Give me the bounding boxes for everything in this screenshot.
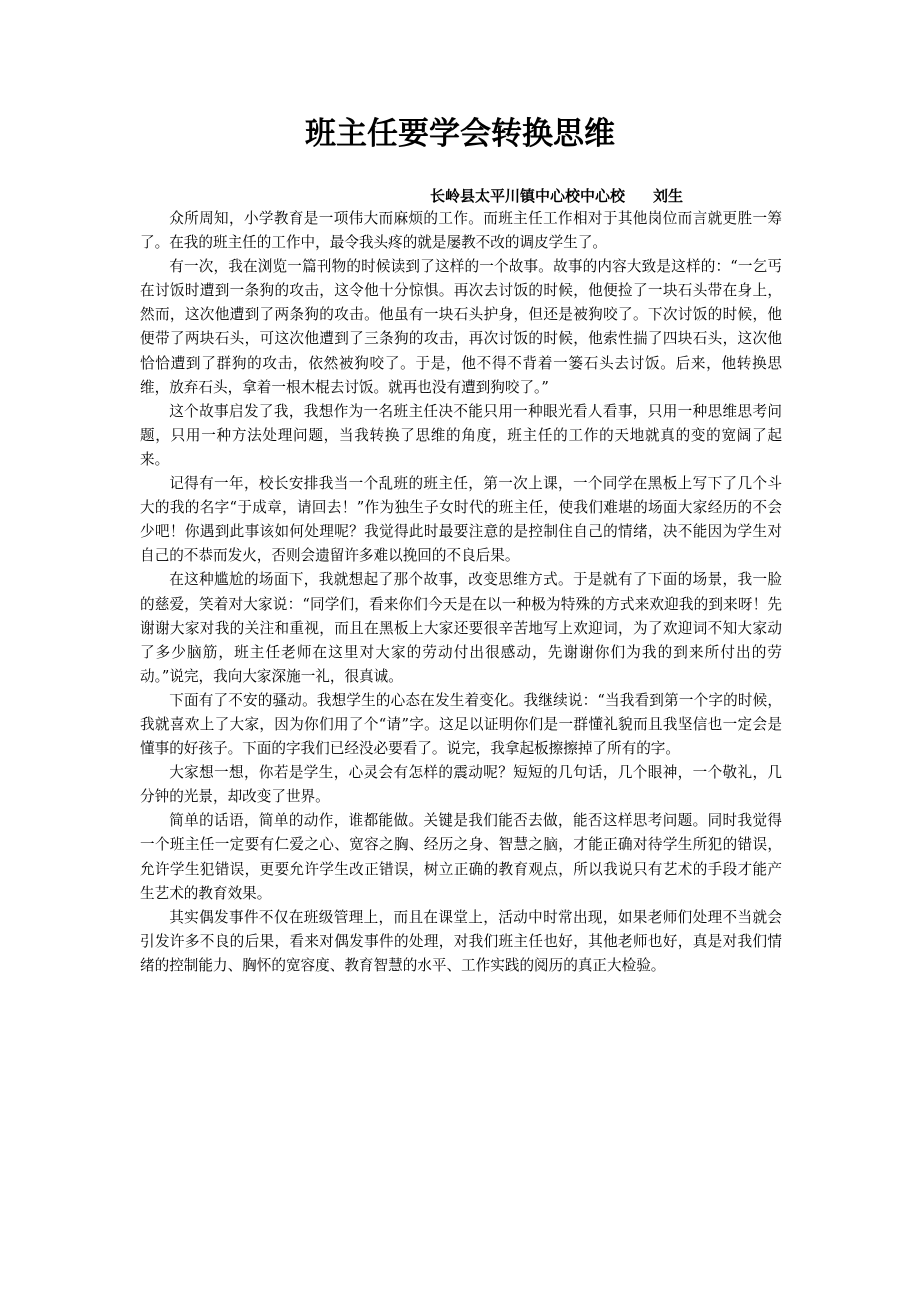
paragraph-5: 在这种尴尬的场面下，我就想起了那个故事，改变思维方式。于是就有了下面的场景，我一脸的慈爱，笑着对大家说：“同学们，看来你们今天是在以一种极为特殊的方式来欢迎我的到来呀！先谢谢大家对我的关注和重视，而且在黑板上大家还要很辛苦地写上欢迎词，为了欢迎词不知大家动了多少脑筋，班主任老师在这里对大家的劳动付出很感动，先谢谢你们为我的到来所付出的劳动。”说完，我向大家深施一礼，很真诚。 [140,571,782,685]
paragraph-4: 记得有一年，校长安排我当一个乱班的班主任，第一次上课，一个同学在黑板上写下了几个斗大的我的名字“于成章，请回去！”作为独生子女时代的班主任，使我们难堪的场面大家经历的不会少吧！你遇到此事该如何处理呢？我觉得此时最要注意的是控制住自己的情绪，决不能因为学生对自己的不恭而发火，否则会遗留许多难以挽回的不良后果。 [140,475,782,565]
author-byline [430,184,683,208]
paragraph-7: 大家想一想，你若是学生，心灵会有怎样的震动呢？短短的几句话，几个眼神，一个敬礼，几分钟的光景，却改变了世界。 [140,764,782,806]
document-title: 班主任要学会转换思维 [305,116,615,152]
author-name: 刘生 [653,187,684,205]
author-school: 长岭县太平川镇中心校中心校 [430,187,626,205]
paragraph-2: 有一次，我在浏览一篇刊物的时候读到了这样的一个故事。故事的内容大致是这样的：“一乞丐在讨饭时遭到一条狗的攻击，这令他十分惊惧。再次去讨饭的时候，他便捡了一块石头带在身上，然而，这次他遭到了两条狗的攻击。他虽有一块石头护身，但还是被狗咬了。下次讨饭的时候，他便带了两块石头，可这次他遭到了三条狗的攻击，再次讨饭的时候，他索性揣了四块石头，这次他恰恰遭到了群狗的攻击，依然被狗咬了。于是，他不得不背着一篓石头去讨饭。后来，他转换思维，放弃石头，拿着一根木棍去讨饭。就再也没有遭到狗咬了。” [140,258,782,396]
paragraph-9: 其实偶发事件不仅在班级管理上，而且在课堂上，活动中时常出现，如果老师们处理不当就会引发许多不良的后果，看来对偶发事件的处理，对我们班主任也好，其他老师也好，真是对我们情绪的控制能力、胸怀的宽容度、教育智慧的水平、工作实践的阅历的真正大检验。 [140,908,782,974]
paragraph-6: 下面有了不安的骚动。我想学生的心态在发生着变化。我继续说：“当我看到第一个字的时候，我就喜欢上了大家，因为你们用了个“请”字。这足以证明你们是一群懂礼貌而且我坚信也一定会是懂事的好孩子。下面的字我们已经没必要看了。说完，我拿起板擦擦掉了所有的字。 [140,691,782,758]
paragraph-8: 简单的话语，简单的动作，谁都能做。关键是我们能否去做，能否这样思考问题。同时我觉得一个班主任一定要有仁爱之心、宽容之胸、经历之身、智慧之脑，才能正确对待学生所犯的错误，允许学生犯错误，更要允许学生改正错误，树立正确的教育观点，所以我说只有艺术的手段才能产生艺术的教育效果。 [140,812,782,902]
paragraph-1: 众所周知，小学教育是一项伟大而麻烦的工作。而班主任工作相对于其他岗位而言就更胜一筹了。在我的班主任的工作中，最令我头疼的就是屡教不改的调皮学生了。 [140,210,782,252]
document-body [140,207,782,978]
paragraph-3: 这个故事启发了我，我想作为一名班主任决不能只用一种眼光看人看事，只用一种思维思考问题，只用一种方法处理问题，当我转换了思维的角度，班主任的工作的天地就真的变的宽阔了起来。 [140,402,782,468]
